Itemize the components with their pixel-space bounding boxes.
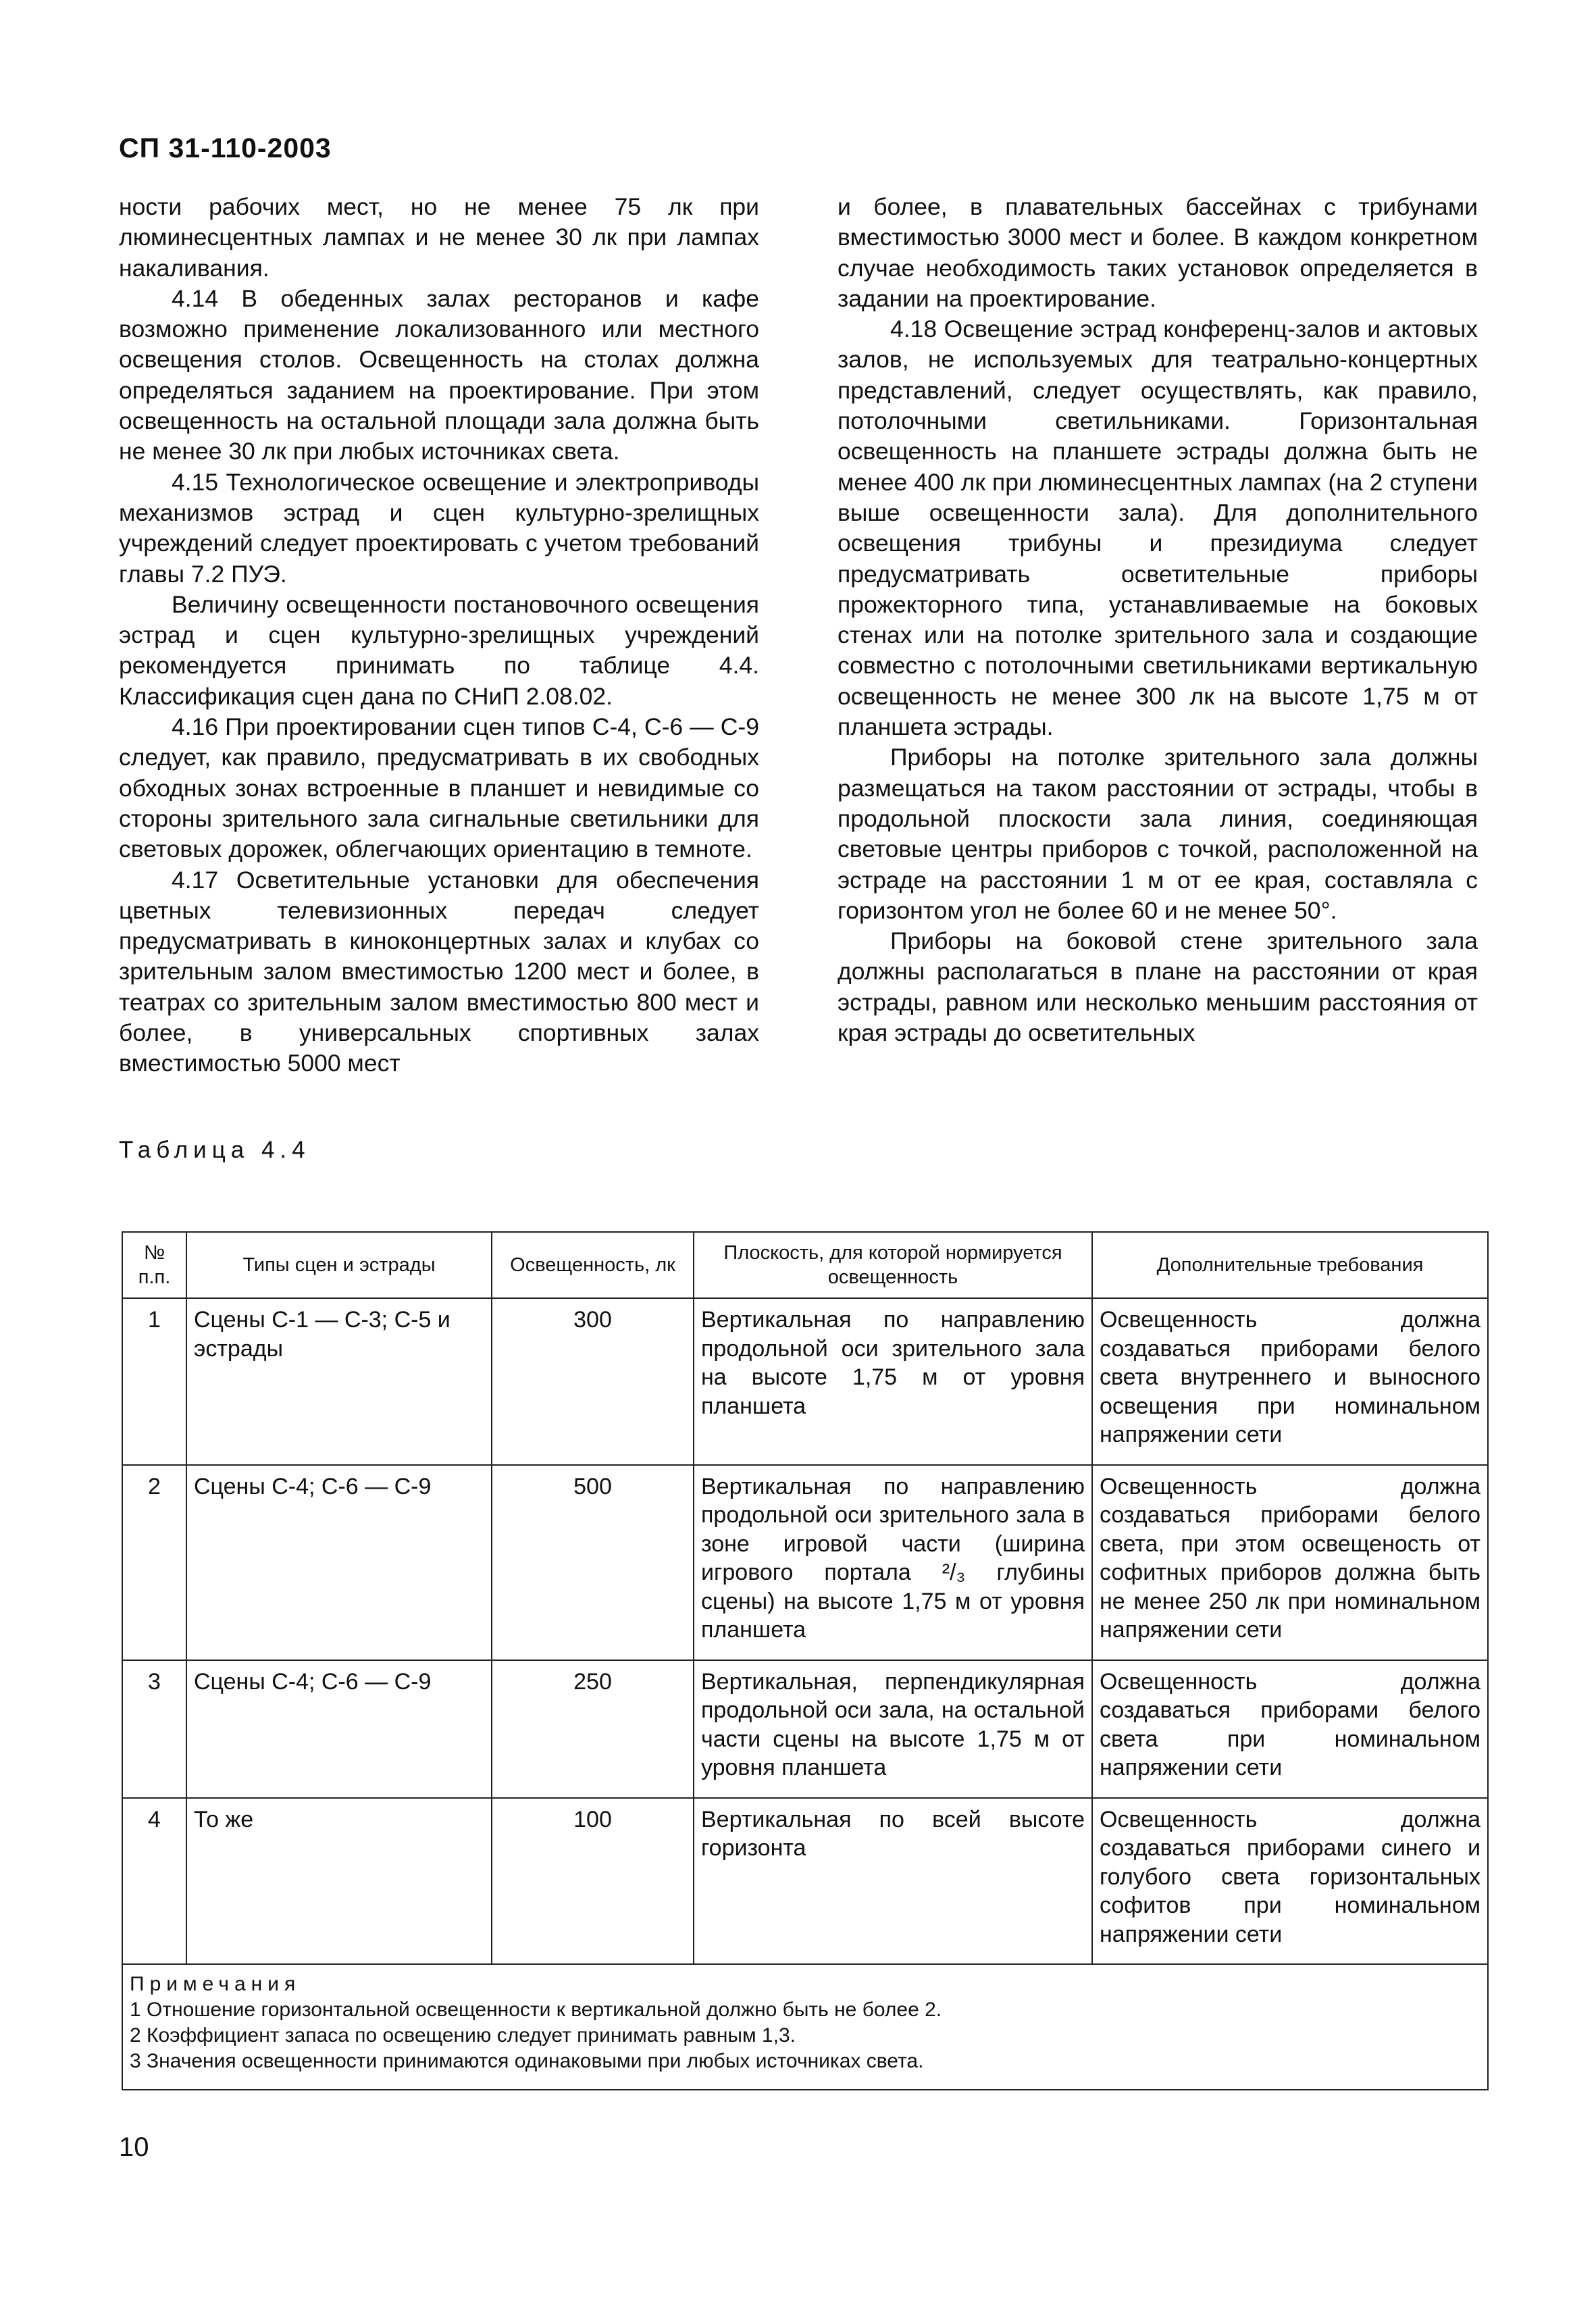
cell-number: 1 (122, 1298, 186, 1465)
cell-plane: Вертикальная по всей высоте горизонта (694, 1798, 1092, 1965)
note-item: 3 Значения освещенности принимаются одинаковыми при любых источниках света. (130, 2050, 924, 2072)
table-row (122, 1660, 1488, 1798)
cell-additional: Освещенность должна создаваться приборами синего и голубого света горизонтальных софитов при номинальном напряжении сети (1092, 1798, 1488, 1965)
header-number: № п.п. (122, 1232, 186, 1298)
table-header-row (122, 1232, 1488, 1298)
paragraph: и более, в плавательных бассейнах с трибунами вместимостью 3000 мест и более. В каждом конкретном случае необходимость таких установок определяется в задании на проектирование. (838, 193, 1478, 312)
cell-scene-type: Сцены С-1 — С-3; С-5 и эстрады (186, 1298, 492, 1465)
table-row (122, 1465, 1488, 1660)
cell-additional: Освещенность должна создаваться приборами белого света внутреннего и выносного освещения при номинальном напряжении сети (1092, 1298, 1488, 1465)
right-text-column (838, 192, 1478, 1048)
cell-illuminance: 100 (492, 1798, 694, 1965)
paragraph-4-15: 4.15 Технологическое освещение и электроприводы механизмов эстрад и сцен культурно-зрелищных учреждений следует проектировать с учетом требований главы 7.2 ПУЭ. (119, 468, 759, 588)
cell-additional: Освещенность должна создаваться приборами белого света, при этом освещеность от софитных приборов должна быть не менее 250 лк при номинальном напряжении сети (1092, 1465, 1488, 1660)
cell-number: 3 (122, 1660, 186, 1798)
illuminance-norms-table (122, 1231, 1489, 2090)
table-notes-row (122, 1964, 1488, 2090)
cell-plane: Вертикальная, перпендикулярная продольной оси зала, на остальной части сцены на высоте 1,75 м от уровня планшета (694, 1660, 1092, 1798)
header-plane: Плоскость, для которой нормируется освещенность (694, 1232, 1092, 1298)
left-text-column (119, 192, 759, 1079)
table-caption: Таблица 4.4 (119, 1137, 311, 1163)
header-scene-types: Типы сцен и эстрады (186, 1232, 492, 1298)
table-notes (122, 1964, 1488, 2090)
cell-number: 4 (122, 1798, 186, 1965)
cell-number: 2 (122, 1465, 186, 1660)
header-additional-requirements: Дополнительные требования (1092, 1232, 1488, 1298)
paragraph: ности рабочих мест, но не менее 75 лк при люминесцентных лампах и не менее 30 лк при лампах накаливания. (119, 193, 759, 282)
document-code-header: СП 31-110-2003 (119, 132, 332, 163)
header-illuminance: Освещенность, лк (492, 1232, 694, 1298)
paragraph-illuminance-recommendation: Величину освещенности постановочного освещения эстрад и сцен культурно-зрелищных учреждений рекомендуется принимать по таблице 4.4. Классификация сцен дана по СНиП 2.08.02. (119, 590, 759, 710)
cell-illuminance: 500 (492, 1465, 694, 1660)
cell-plane: Вертикальная по направлению продольной оси зрительного зала в зоне игровой части (ширина игрового портала ²/₃ глубины сцены) на высоте 1,75 м от уровня планшета (694, 1465, 1092, 1660)
paragraph-4-16: 4.16 При проектировании сцен типов С-4, С-6 — С-9 следует, как правило, предусматривать в их свободных обходных зонах встроенные в планшет и невидимые со стороны зрительного зала сигнальные светильники для световых дорожек, облегчающих ориентацию в темноте. (119, 713, 759, 863)
cell-illuminance: 300 (492, 1298, 694, 1465)
table-row (122, 1298, 1488, 1465)
paragraph-4-18: 4.18 Освещение эстрад конференц-залов и актовых залов, не используемых для театрально-концертных представлений, следует осуществлять, как правило, потолочными светильниками. Горизонтальная освещенность на планшете эстрады должна быть не менее 400 лк при люминесцентных лампах (на 2 ступени выше освещенности зала). Для дополнительного освещения трибуны и президиума следует предусматривать осветительные приборы прожекторного типа, устанавливаемые на боковых стенах или на потолке зрительного зала и создающие совместно с потолочными светильниками вертикальную освещенность не менее 300 лк на высоте 1,75 м от планшета эстрады. (838, 315, 1478, 741)
paragraph-side-wall-fixtures: Приборы на боковой стене зрительного зала должны располагаться в плане на расстоянии от края эстрады, равном или несколько меньшим расстояния от края эстрады до осветительных (838, 927, 1478, 1047)
paragraph-4-14: 4.14 В обеденных залах ресторанов и кафе возможно применение локализованного или местного освещения столов. Освещенность на столах должна определяться заданием на проектирование. При этом освещенность на остальной площади зала должна быть не менее 30 лк при любых источниках света. (119, 284, 759, 465)
table-row (122, 1798, 1488, 1965)
note-item: 1 Отношение горизонтальной освещенности к вертикальной должно быть не более 2. (130, 1999, 942, 2021)
cell-illuminance: 250 (492, 1660, 694, 1798)
cell-plane: Вертикальная по направлению продольной оси зрительного зала на высоте 1,75 м от уровня планшета (694, 1298, 1092, 1465)
notes-title: Примечания (130, 1973, 301, 1995)
cell-additional: Освещенность должна создаваться приборами белого света при номинальном напряжении сети (1092, 1660, 1488, 1798)
cell-scene-type: Сцены С-4; С-6 — С-9 (186, 1660, 492, 1798)
note-item: 2 Коэффициент запаса по освещению следует принимать равным 1,3. (130, 2024, 796, 2047)
cell-scene-type: То же (186, 1798, 492, 1965)
page-number: 10 (119, 2132, 149, 2162)
paragraph-4-17: 4.17 Осветительные установки для обеспечения цветных телевизионных передач следует предусматривать в киноконцертных залах и клубах со зрительным залом вместимостью 1200 мест и более, в театрах со зрительным залом вместимостью 800 мест и более, в универсальных спортивных залах вместимостью 5000 мест (119, 866, 759, 1077)
cell-scene-type: Сцены С-4; С-6 — С-9 (186, 1465, 492, 1660)
paragraph-ceiling-fixtures: Приборы на потолке зрительного зала должны размещаться на таком расстоянии от эстрады, чтобы в продольной плоскости зала линия, соединяющая световые центры приборов с точкой, расположенной на эстраде на расстоянии 1 м от ее края, составляла с горизонтом угол не более 60 и не менее 50°. (838, 744, 1478, 924)
